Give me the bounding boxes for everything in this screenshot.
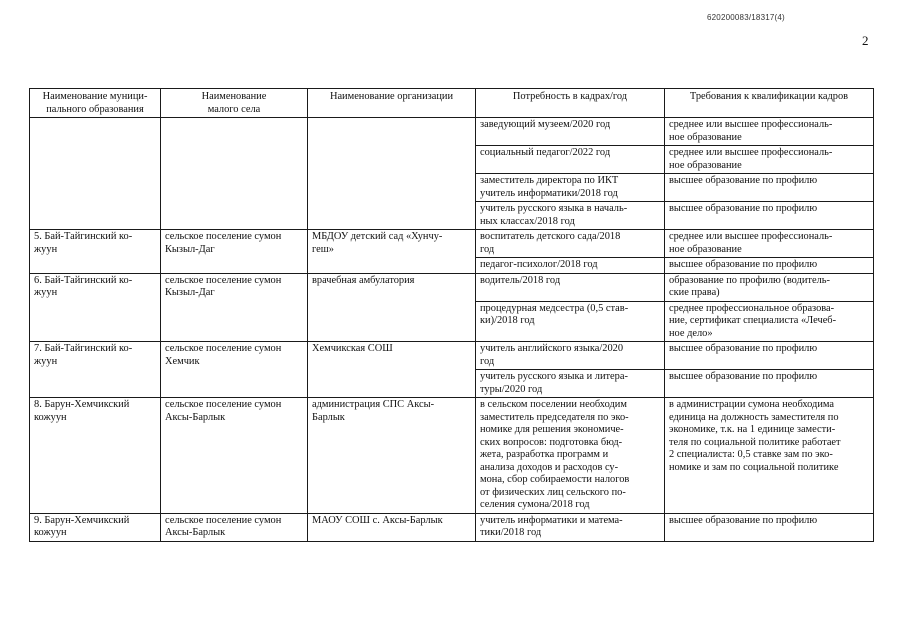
organization-cell: администрация СПС Аксы- Барлык	[308, 398, 476, 514]
qualification-cell: высшее образование по профилю	[665, 258, 874, 274]
staffing-needs-table	[29, 88, 874, 542]
qualification-cell: высшее образование по профилю	[665, 513, 874, 541]
page-number: 2	[862, 33, 869, 48]
staff-need-cell: воспитатель детского сада/2018 год	[476, 230, 665, 258]
village-cell: сельское поселение сумон Аксы-Барлык	[161, 513, 308, 541]
qualification-cell: среднее или высшее профессиональ- ное образование	[665, 230, 874, 258]
column-header-requirements: Требования к квалификации кадров	[665, 89, 874, 118]
table-row	[30, 342, 874, 370]
staff-need-cell: заведующий музеем/2020 год	[476, 118, 665, 146]
municipality-cell: 7. Бай-Тайгинский ко- жуун	[30, 342, 161, 398]
qualification-cell: высшее образование по профилю	[665, 174, 874, 202]
staff-need-cell: учитель информатики и матема- тики/2018 год	[476, 513, 665, 541]
village-cell: сельское поселение сумон Хемчик	[161, 342, 308, 398]
staff-need-cell: учитель английского языка/2020 год	[476, 342, 665, 370]
qualification-cell: образование по профилю (водитель- ские права)	[665, 273, 874, 301]
municipality-cell: 6. Бай-Тайгинский ко- жуун	[30, 273, 161, 342]
table-row	[30, 513, 874, 541]
column-header-village: Наименование малого села	[161, 89, 308, 118]
table-row	[30, 230, 874, 258]
qualification-cell: среднее профессиональное образова- ние, сертификат специалиста «Лечеб- ное дело»	[665, 301, 874, 342]
table-body	[30, 118, 874, 542]
staff-need-cell: процедурная медсестра (0,5 став- ки)/2018 год	[476, 301, 665, 342]
qualification-cell: в администрации сумона необходима единица на должность заместителя по экономике, т.к. на 1 единице замести- теля по социальной политике работает 2 специалиста: 0,5 ставке зам по эко- номике и зам по социальной политике	[665, 398, 874, 514]
table-row	[30, 118, 874, 146]
qualification-cell: высшее образование по профилю	[665, 370, 874, 398]
municipality-cell: 5. Бай-Тайгинский ко- жуун	[30, 230, 161, 274]
qualification-cell: высшее образование по профилю	[665, 342, 874, 370]
village-cell: сельское поселение сумон Кызыл-Даг	[161, 273, 308, 342]
staff-need-cell: социальный педагог/2022 год	[476, 146, 665, 174]
staff-need-cell: учитель русского языка и литера- туры/2020 год	[476, 370, 665, 398]
staff-need-cell: водитель/2018 год	[476, 273, 665, 301]
qualification-cell: среднее или высшее профессиональ- ное образование	[665, 118, 874, 146]
organization-cell: МБДОУ детский сад «Хунчу- геш»	[308, 230, 476, 274]
staff-need-cell: учитель русского языка в началь- ных классах/2018 год	[476, 202, 665, 230]
municipality-cell: 9. Барун-Хемчикский кожуун	[30, 513, 161, 541]
qualification-cell: среднее или высшее профессиональ- ное образование	[665, 146, 874, 174]
column-header-municipality: Наименование муници- пального образования	[30, 89, 161, 118]
column-header-staff-needs: Потребность в кадрах/год	[476, 89, 665, 118]
village-cell: сельское поселение сумон Аксы-Барлык	[161, 398, 308, 514]
qualification-cell: высшее образование по профилю	[665, 202, 874, 230]
table-row	[30, 273, 874, 301]
table-row	[30, 398, 874, 514]
column-header-organization: Наименование организации	[308, 89, 476, 118]
municipality-cell: 8. Барун-Хемчикский кожуун	[30, 398, 161, 514]
staff-need-cell: заместитель директора по ИКТ учитель информатики/2018 год	[476, 174, 665, 202]
organization-cell: Хемчикская СОШ	[308, 342, 476, 398]
organization-cell: МАОУ СОШ с. Аксы-Барлык	[308, 513, 476, 541]
table-header-row	[30, 89, 874, 118]
staff-need-cell: педагог-психолог/2018 год	[476, 258, 665, 274]
village-cell	[161, 118, 308, 230]
organization-cell	[308, 118, 476, 230]
organization-cell: врачебная амбулатория	[308, 273, 476, 342]
document-code: 620200083/18317(4)	[707, 13, 785, 22]
village-cell: сельское поселение сумон Кызыл-Даг	[161, 230, 308, 274]
municipality-cell	[30, 118, 161, 230]
staff-need-cell: в сельском поселении необходим заместитель председателя по эко- номике для решения экономиче- ских вопросов: подготовка бюд- жета, разработка программ и анализа доходов и расходов су- мона, сбор собираемости налогов от физических лиц сельского по- селения сумона/2018 год	[476, 398, 665, 514]
